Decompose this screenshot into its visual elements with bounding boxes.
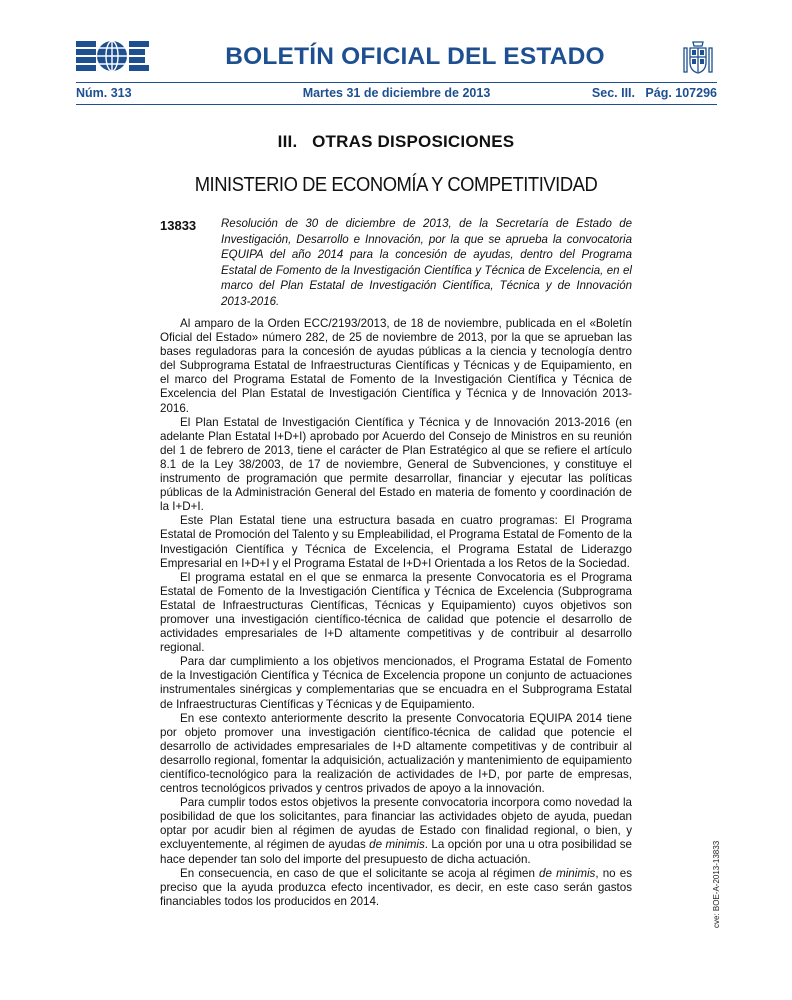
issue-number: Núm. 313	[76, 86, 132, 100]
text-run: En consecuencia, en caso de que el solicitante se acoja al régimen	[180, 866, 540, 880]
header-rule-bottom	[76, 104, 717, 105]
text-run: . La opción por una u otra posibilidad se hace depender tan solo del importe del presupuesto de dicha actuación.	[160, 838, 632, 866]
resolution-summary: Resolución de 30 de diciembre de 2013, de la Secretaría de Estado de Investigación, Desarrollo e Innovación, por la que se aprueba la convocatoria EQUIPA del año 2014 para la concesión de ayudas, dentro del Programa Estatal de Fomento de la Investigación Científica y Técnica de Excelencia, en el marco del Plan Estatal de Investigación Científica, Técnica y de Innovación 2013-2016.	[221, 218, 632, 308]
resolution-number: 13833	[160, 218, 197, 233]
paragraph	[160, 867, 632, 909]
paragraph: En ese contexto anteriormente descrito la presente Convocatoria EQUIPA 2014 tiene por objeto promover una investigación científico-técnica de calidad que potencie el desarrollo de actividades empresariales de I+D altamente competitivas y de contribuir al desarrollo regional, fomentar la adquisición, actualización y mantenimiento de equipamiento científico-tecnológico para la realización de actividades de I+D, por parte de empresas, centros tecnológicos privados y centros privados de apoyo a la innovación.	[160, 711, 632, 796]
paragraph	[160, 796, 632, 866]
issue-date: Martes 31 de diciembre de 2013	[302, 86, 491, 100]
italic-term: de minimis	[369, 838, 425, 852]
italic-term: de minimis	[539, 866, 596, 880]
cve-identifier: cve: BOE-A-2013-13833	[712, 840, 721, 928]
text-run: Para cumplir todos estos objetivos la presente convocatoria incorpora como novedad la posibilidad de que los solicitantes, para financiar las actividades objeto de ayuda, puedan optar por acudir bien al régimen de ayudas de Estado con finalidad regional, o bien, y excluyentemente, al régimen de ayudas	[160, 796, 632, 852]
masthead-title: BOLETÍN OFICIAL DEL ESTADO	[225, 43, 605, 70]
paragraph: Para dar cumplimiento a los objetivos mencionados, el Programa Estatal de Fomento de la Investigación Científica y Técnica de Excelencia propone un conjunto de actuaciones instrumentales sinérgicas y complementarias que se encuadra en el Subprograma Estatal de Infraestructuras Científicas y Técnicas y de Equipamiento.	[160, 655, 632, 711]
paragraph: Al amparo de la Orden ECC/2193/2013, de 18 de noviembre, publicada en el «Boletín Oficial del Estado» número 282, de 25 de noviembre de 2013, por la que se aprueban las bases reguladoras para la concesión de ayudas públicas a la ciencia y tecnología dentro del Subprograma Estatal de Infraestructuras Científicas y Técnicas y de Equipamiento, en el marco del Programa Estatal de Fomento de la Investigación Científica y Técnica de Excelencia del Plan Estatal de Investigación Científica y Técnica y de Innovación 2013-2016.	[160, 317, 632, 415]
ministry-title: MINISTERIO DE ECONOMÍA Y COMPETITIVIDAD	[194, 174, 598, 196]
paragraph: Este Plan Estatal tiene una estructura basada en cuatro programas: El Programa Estatal de Promoción del Talento y su Empleabilidad, el Programa Estatal de Fomento de la Investigación Científica y Técnica de Excelencia, el Programa Estatal de Liderazgo Empresarial en I+D+I y el Programa Estatal de I+D+I Orientada a los Retos de la Sociedad.	[160, 514, 632, 570]
paragraph: El Plan Estatal de Investigación Científica y Técnica y de Innovación 2013-2016 (en adelante Plan Estatal I+D+I) aprobado por Acuerdo del Consejo de Ministros en su reunión del 1 de febrero de 2013, tiene el carácter de Plan Estratégico al que se refiere el artículo 8.1 de la Ley 38/2003, de 17 de noviembre, General de Subvenciones, y constituye el instrumento de programación que permite desarrollar, financiar y ejecutar las políticas públicas de la Administración General del Estado en materia de fomento y coordinación de la I+D+I.	[160, 415, 632, 514]
document-body	[160, 317, 632, 909]
header-rule-top	[76, 82, 717, 83]
boe-logo	[76, 40, 149, 73]
section-page: Sec. III. Pág. 107296	[591, 86, 717, 100]
section-title: III. OTRAS DISPOSICIONES	[277, 132, 515, 151]
issue-metadata	[76, 86, 717, 102]
text-run: , no es preciso que la ayuda produzca efecto incentivador, es decir, en este caso serán gastos financiables todos los producidos en 2014.	[160, 866, 632, 908]
coat-of-arms-icon	[679, 38, 717, 76]
paragraph: El programa estatal en el que se enmarca la presente Convocatoria es el Programa Estatal de Fomento de la Investigación Científica y Técnica de Excelencia (Subprograma Estatal de Infraestructuras Científicas, Técnicas y Equipamiento) cuyos objetivos son promover una investigación científico-técnica de calidad que potencie el desarrollo de actividades empresariales de I+D altamente competitivas y de contribuir al desarrollo regional.	[160, 570, 632, 655]
